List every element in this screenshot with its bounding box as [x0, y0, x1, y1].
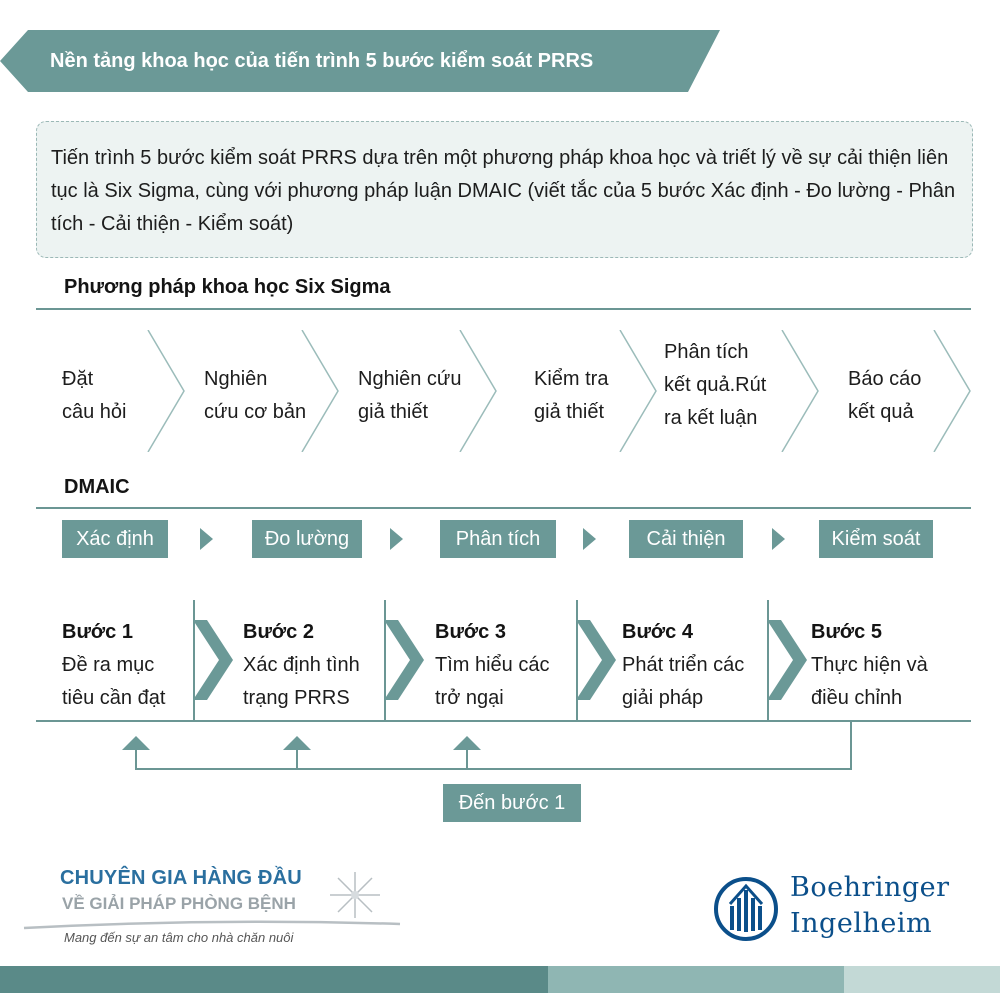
step-4 [622, 616, 744, 715]
six-sigma-step-3-line1: Nghiên cứu [358, 368, 462, 390]
dmaic-arrow-2 [390, 528, 403, 550]
six-sigma-heading: Phương pháp khoa học Six Sigma [64, 276, 391, 298]
six-sigma-step-4-line2: giả thiết [534, 401, 605, 423]
six-sigma-step-1-line2: câu hỏi [62, 401, 127, 423]
step-3-line1: Tìm hiểu các [435, 654, 550, 676]
step-1-line1: Đề ra mục [62, 654, 155, 676]
dmaic-phase-analyze: Phân tích [440, 520, 556, 558]
feedback-loop [0, 720, 1000, 780]
step-1-title: Bước 1 [62, 621, 133, 643]
dmaic-arrow-4 [772, 528, 785, 550]
footer-seg-3 [844, 966, 1000, 993]
six-sigma-step-3-line2: giả thiết [358, 401, 429, 423]
six-sigma-rule [36, 308, 971, 310]
dmaic-arrow-3 [583, 528, 596, 550]
six-sigma-step-5-line3: ra kết luận [664, 407, 758, 429]
step-4-line1: Phát triển các [622, 654, 745, 676]
six-sigma-step-3 [344, 330, 524, 452]
footer-bar [0, 966, 1000, 993]
six-sigma-step-6-line2: kết quả [848, 401, 914, 423]
dmaic-phase-control: Kiểm soát [819, 520, 933, 558]
step-5-line2: điều chỉnh [811, 687, 903, 709]
step-3-title: Bước 3 [435, 621, 506, 643]
step-4-line2: giải pháp [622, 687, 704, 709]
dmaic-rule [36, 507, 971, 509]
step-1 [62, 616, 165, 715]
dmaic-phase-measure: Đo lường [252, 520, 362, 558]
six-sigma-step-2-line2: cứu cơ bản [204, 401, 307, 423]
dmaic-phase-improve: Cải thiện [629, 520, 743, 558]
step-arrow-icon-2 [384, 620, 424, 700]
dmaic-arrow-1 [200, 528, 213, 550]
step-1-line2: tiêu cần đạt [62, 687, 166, 709]
six-sigma-step-5-line1: Phân tích [664, 341, 749, 363]
tagline-slogan: Mang đến sự an tâm cho nhà chăn nuôi [64, 930, 294, 945]
step-5 [811, 616, 928, 715]
dmaic-phase-define: Xác định [62, 520, 168, 558]
step-2-title: Bước 2 [243, 621, 314, 643]
step-5-title: Bước 5 [811, 621, 882, 643]
sparkle-icon [320, 870, 390, 920]
six-sigma-step-1-line1: Đặt [62, 368, 94, 390]
step-arrow-icon-1 [193, 620, 233, 700]
six-sigma-step-5-line2: kết quả.Rút [664, 374, 767, 396]
six-sigma-step-2-line1: Nghiên [204, 368, 268, 390]
footer-seg-1 [0, 966, 548, 993]
step-arrow-icon-4 [767, 620, 807, 700]
step-5-line1: Thực hiện và [811, 654, 928, 676]
six-sigma-step-6 [820, 330, 1000, 452]
title-banner [0, 30, 720, 92]
goto-step-1-label: Đến bước 1 [443, 784, 581, 822]
tagline-title: CHUYÊN GIA HÀNG ĐẦU [60, 867, 302, 889]
footer-seg-2 [548, 966, 844, 993]
step-3-line2: trở ngại [435, 687, 504, 709]
intro-box: Tiến trình 5 bước kiểm soát PRRS dựa trên một phương pháp khoa học và triết lý về sự cải thiện liên tục là Six Sigma, cùng với phương pháp luận DMAIC (viết tắc của 5 bước Xác định - Đo lường - Phân tích - Cải thiện - Kiểm soát) [36, 121, 973, 258]
step-2-line2: trạng PRRS [243, 687, 350, 709]
boehringer-logo-icon [713, 876, 779, 942]
tagline-subtitle: VỀ GIẢI PHÁP PHÒNG BỆNH [62, 894, 296, 913]
six-sigma-step-6-line1: Báo cáo [848, 368, 922, 390]
step-4-title: Bước 4 [622, 621, 693, 643]
brand-name-line2: Ingelheim [790, 908, 933, 939]
six-sigma-step-2 [190, 330, 370, 452]
step-3 [435, 616, 549, 715]
six-sigma-step-4-line1: Kiểm tra [534, 368, 609, 390]
dmaic-heading: DMAIC [64, 476, 130, 498]
step-2-line1: Xác định tình [243, 654, 360, 676]
step-arrow-icon-3 [576, 620, 616, 700]
page-title: Nền tảng khoa học của tiến trình 5 bước kiểm soát PRRS [50, 50, 594, 72]
brand-name-line1: Boehringer [790, 872, 950, 903]
six-sigma-step-5 [650, 330, 830, 452]
step-2 [243, 616, 360, 715]
